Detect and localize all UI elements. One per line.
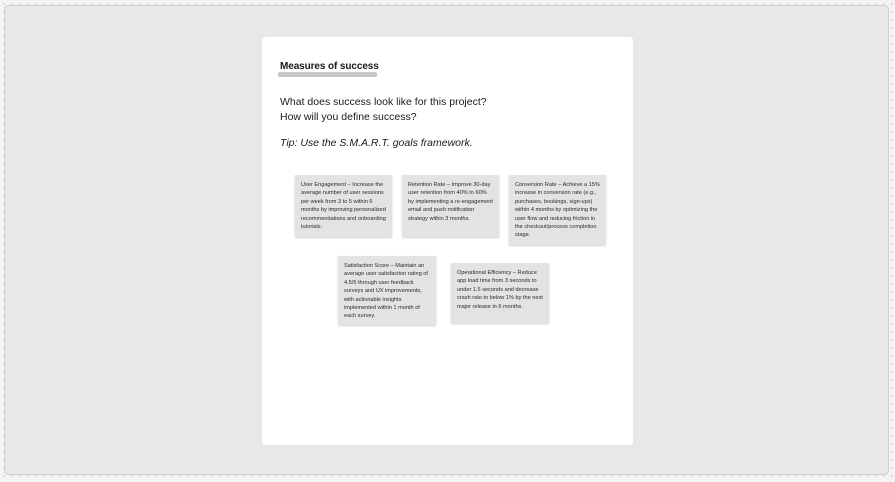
- tip-text[interactable]: Tip: Use the S.M.A.R.T. goals framework.: [280, 137, 473, 149]
- frame-title[interactable]: Measures of success: [280, 61, 379, 72]
- sticky-note-satisfaction-score[interactable]: Satisfaction Score – Maintain an average user satisfaction rating of 4.5/5 through user feedback surveys and UX improvements, with actionable insights implemented within 1 month of each survey.: [338, 256, 436, 325]
- sticky-note-operational-efficiency[interactable]: Operational Efficiency – Reduce app load time from 3 seconds to under 1.5 seconds and decrease crash rate to below 1% by the next major release in 6 months.: [451, 263, 549, 323]
- question-line-1: What does success look like for this project?: [280, 96, 487, 108]
- question-text[interactable]: [280, 95, 600, 125]
- sticky-note-user-engagement[interactable]: User Engagement – Increase the average number of user sessions per week from 3 to 5 within 6 months by improving personalized recommendations and onboarding tutorials.: [295, 175, 392, 237]
- sticky-note-conversion-rate[interactable]: Conversion Rate – Achieve a 15% increase in conversion rate (e.g., purchases, bookings, sign-ups) within 4 months by optimizing the user flow and reducing friction in the checkout/process completion stage.: [509, 175, 606, 245]
- title-underline: [278, 72, 377, 77]
- sticky-note-retention-rate[interactable]: Retention Rate – Improve 30-day user retention from 40% to 60% by implementing a re-engagement email and push notification strategy within 3 months.: [402, 175, 499, 237]
- question-line-2: How will you define success?: [280, 111, 417, 123]
- measures-of-success-frame[interactable]: [262, 37, 633, 445]
